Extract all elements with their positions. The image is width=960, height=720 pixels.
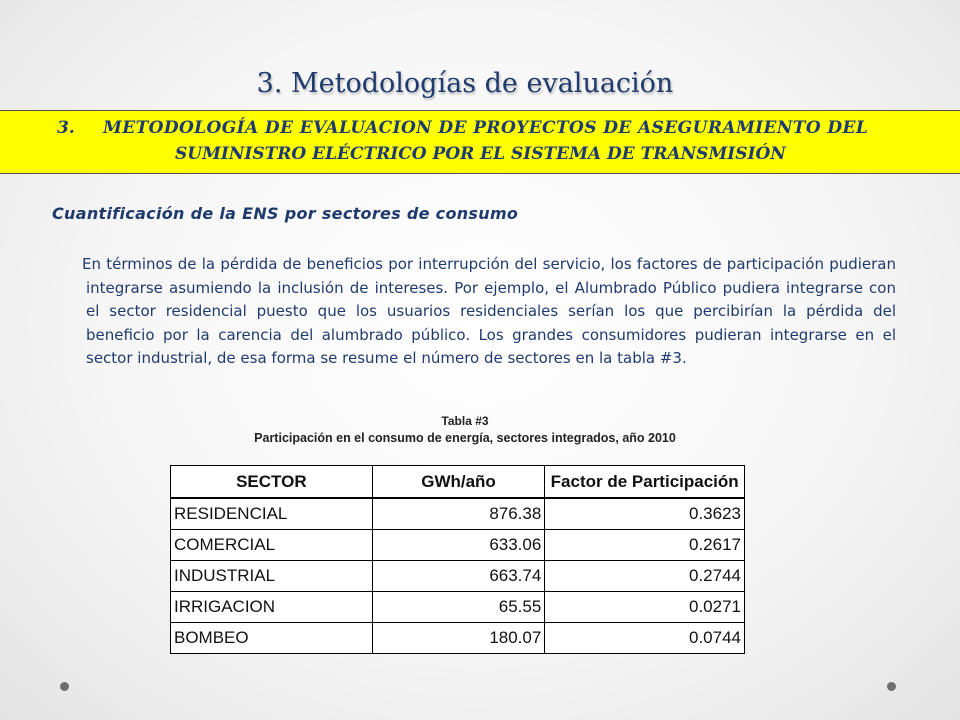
decorative-dot-left — [60, 682, 69, 691]
sector-table — [170, 465, 745, 654]
cell-sector: RESIDENCIAL — [171, 498, 373, 530]
cell-factor: 0.0744 — [545, 623, 745, 654]
table-subcaption: Participación en el consumo de energía, sectores integrados, año 2010 — [254, 431, 676, 445]
table-row — [171, 498, 745, 530]
header-sector: SECTOR — [171, 466, 373, 499]
cell-gwh: 633.06 — [372, 530, 545, 561]
cell-gwh: 876.38 — [372, 498, 545, 530]
cell-factor: 0.0271 — [545, 592, 745, 623]
cell-gwh: 663.74 — [372, 561, 545, 592]
table-row — [171, 530, 745, 561]
slide-title: 3. Metodologías de evaluación — [256, 68, 674, 99]
decorative-dot-right — [887, 682, 896, 691]
section-banner — [0, 110, 960, 174]
subheading: Cuantificación de la ENS por sectores de consumo — [52, 204, 519, 223]
table-caption: Tabla #3 — [441, 414, 489, 428]
cell-gwh: 180.07 — [372, 623, 545, 654]
cell-sector: COMERCIAL — [171, 530, 373, 561]
cell-sector: IRRIGACION — [171, 592, 373, 623]
table-header-row — [171, 466, 745, 499]
cell-factor: 0.3623 — [545, 498, 745, 530]
cell-factor: 0.2744 — [545, 561, 745, 592]
banner-line-1: METODOLOGÍA DE EVALUACION DE PROYECTOS DE ASEGURAMIENTO DEL — [103, 118, 869, 138]
header-gwh: GWh/año — [372, 466, 545, 499]
table-row — [171, 561, 745, 592]
cell-sector: INDUSTRIAL — [171, 561, 373, 592]
body-paragraph — [66, 253, 896, 371]
banner-line-2: SUMINISTRO ELÉCTRICO POR EL SISTEMA DE TRANSMISIÓN — [175, 144, 786, 164]
cell-factor: 0.2617 — [545, 530, 745, 561]
header-factor: Factor de Participación — [545, 466, 745, 499]
banner-number: 3. — [57, 118, 75, 138]
table-row — [171, 623, 745, 654]
paragraph-text: En términos de la pérdida de beneficios por interrupción del servicio, los factores de participación pudieran integrarse asumiendo la inclusión de intereses. Por ejemplo, el Alumbrado Público pudiera integrarse con el sector residencial puesto que los usuarios residenciales serían los que percibirían la pérdida del beneficio por la carencia del alumbrado público. Los grandes consumidores pudieran integrarse en el sector industrial, de esa forma se resume el número de sectores en la tabla #3. — [82, 255, 896, 367]
cell-gwh: 65.55 — [372, 592, 545, 623]
table-row — [171, 592, 745, 623]
cell-sector: BOMBEO — [171, 623, 373, 654]
